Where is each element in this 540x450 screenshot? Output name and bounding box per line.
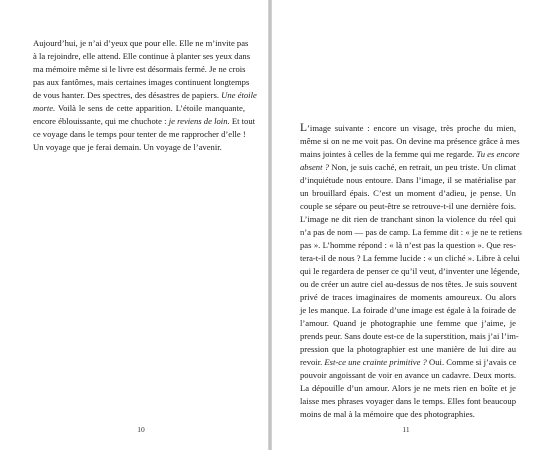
italic-text: Une étoile <box>221 90 257 100</box>
text-line: prends peur. Sans doute est-ce de la superstition, mais j’ai l’im- <box>300 331 519 341</box>
text-line: un brouillard épais. C’est un moment d’adieu, je pense. Un <box>300 188 516 198</box>
text-line: morte. Voilà le sens de cette apparition. L’étoile manquante, <box>33 103 245 113</box>
text-line: je les manque. La foirade d’une image est égale à la foirade de <box>300 305 516 315</box>
right-page-text <box>300 122 522 421</box>
right-page <box>272 0 540 450</box>
italic-text: absent ? <box>300 162 330 172</box>
text-line: à la rejoindre, elle attend. Elle continue à planter ses yeux dans <box>33 51 251 61</box>
text-line: L’image ne dit rien de tranchant sinon la violence du réel qui <box>300 214 516 224</box>
text-line: ou de créer un autre ciel au-dessus de nos têtes. Je suis souvent <box>300 279 518 289</box>
text-line: pas ». L’homme répond : « là n’est pas la question ». Que res- <box>300 240 516 250</box>
text-line: L’image suivante : encore un visage, très proche du mien, <box>300 122 516 134</box>
text-line: n’a pas de nom — pas de camp. La femme dit : « je ne te retiens <box>300 227 522 237</box>
text-line: pression que la photographier est une manière de lui dire au <box>300 344 516 354</box>
text-line: mains jointes à celles de la femme qui me regarde. Tu es encore <box>300 149 520 159</box>
text-line: tera-t-il de nous ? La femme lucide : « un cliché ». Libre à celui <box>300 253 520 263</box>
text-line: ce voyage dans le temps pour tenter de me rapprocher d’elle ! <box>33 129 246 139</box>
text-line: laisse mes phrases voyager dans le temps. Elles font beaucoup <box>300 396 516 406</box>
text-line: moins de mal à la mémoire que des photographies. <box>300 409 475 419</box>
text-line: encore éblouissante, qui me chuchote : je reviens de loin. Et tout <box>33 116 256 126</box>
text-line: revoir. Est-ce une crainte primitive ? Oui. Comme si j’avais ce <box>300 357 517 367</box>
text-line: de vous hanter. Des spectres, des désastres de papiers. Une étoile <box>33 90 257 100</box>
text-line: ma mémoire même si le livre est désormais fermé. Je ne crois <box>33 64 246 74</box>
text-line: privé de traces imaginaires de moments amoureux. Ou alors <box>300 292 516 302</box>
page-number-left: 10 <box>137 425 145 434</box>
text-line: couple se sépare ou peut-être se retrouve-t-il une dernière fois. <box>300 201 516 211</box>
italic-text: je reviens de loin. <box>168 116 230 126</box>
initial-capital: L <box>300 122 308 134</box>
text-line: pas aux fantômes, mais certaines images continuent longtemps <box>33 77 250 87</box>
text-line: pouvoir angoissant de voir en avance un cadavre. Deux morts. <box>300 370 516 380</box>
italic-text: Tu es encore <box>476 149 520 159</box>
text-line: Aujourd’hui, je n’ai d’yeux que pour elle. Elle ne m’invite pas <box>33 38 249 48</box>
text-line: Un voyage que je ferai demain. Un voyage de l’avenir. <box>33 142 222 152</box>
italic-text: Est-ce une crainte primitive ? <box>324 357 427 367</box>
text-line: qui le regardera de penser ce qu’il veut, d’inventer une légende, <box>300 266 520 276</box>
text-line: même si on ne me voit pas. On devine ma présence grâce à mes <box>300 136 520 146</box>
text-line: La dépouille d’un amour. Alors je ne mets rien en boîte et je <box>300 383 516 393</box>
text-line: d’inquiétude nous entoure. Dans l’image, il se matérialise par <box>300 175 516 185</box>
text-line: l’amour. Quand je photographie une femme que j’aime, je <box>300 318 516 328</box>
italic-text: morte. <box>33 103 56 113</box>
left-page <box>0 0 268 450</box>
left-page-text <box>33 37 257 154</box>
text-line: absent ? Non, je suis caché, en retrait, un peu triste. Un climat <box>300 162 516 172</box>
page-number-right: 11 <box>402 425 410 434</box>
